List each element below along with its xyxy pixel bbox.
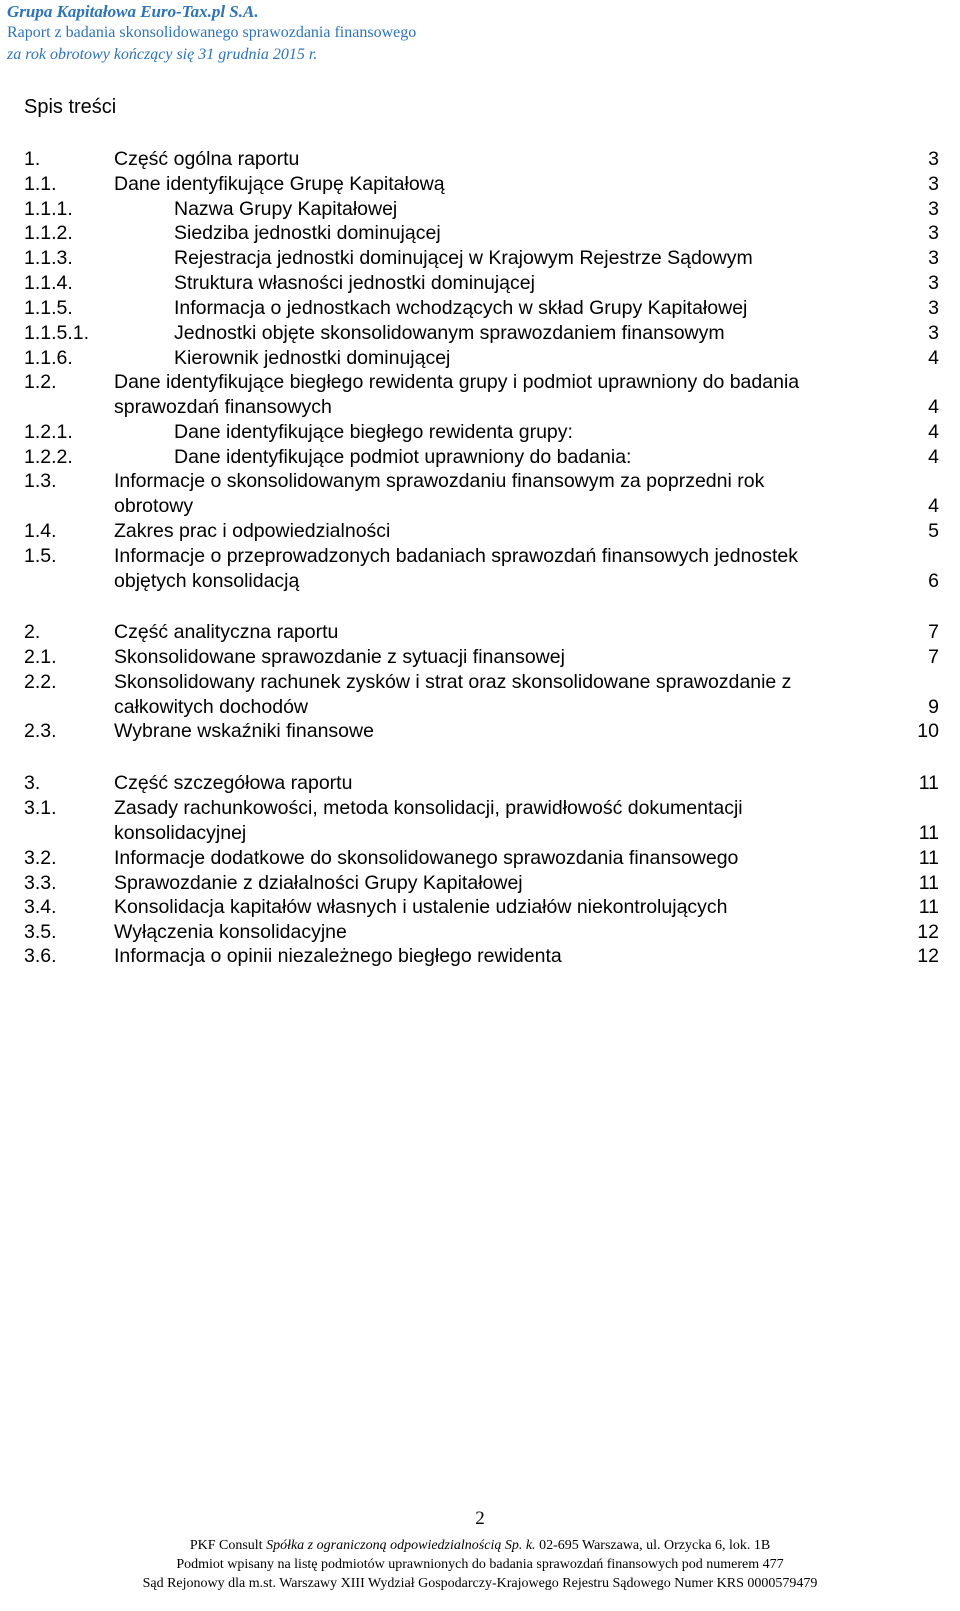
toc-entry-page: 3 <box>928 297 939 319</box>
toc-entry-page: 4 <box>928 396 939 418</box>
toc-entry-number: 1.2. <box>24 371 57 393</box>
toc-entry-number: 1.1.5. <box>24 297 73 319</box>
toc-entry-title: Konsolidacja kapitałów własnych i ustalenie udziałów niekontrolujących <box>114 896 728 918</box>
toc-entry-page: 7 <box>928 646 939 668</box>
toc-entry-title: Część analityczna raportu <box>114 621 339 643</box>
toc-entry-page: 11 <box>918 896 939 918</box>
toc-entry-number: 1.1.5.1. <box>24 322 90 344</box>
toc-entry-page: 3 <box>928 272 939 294</box>
toc-entry-number: 3.3. <box>24 872 57 894</box>
toc-entry-number: 3.2. <box>24 847 57 869</box>
toc-entry-page: 12 <box>917 921 939 943</box>
toc-entry-title: Siedziba jednostki dominującej <box>174 222 441 244</box>
page-number: 2 <box>475 1508 485 1529</box>
toc-entry-number: 2.2. <box>24 671 57 693</box>
toc-entry-page: 12 <box>917 945 939 967</box>
toc-entry-number: 1.1.2. <box>24 222 73 244</box>
toc-entry-number: 1.1.1. <box>24 198 73 220</box>
toc-entry-title: Zakres prac i odpowiedzialności <box>114 520 391 542</box>
company-name: Grupa Kapitałowa Euro-Tax.pl S.A. <box>7 2 259 21</box>
toc-entry-title: Struktura własności jednostki dominującej <box>174 272 535 294</box>
toc-entry-title: Dane identyfikujące biegłego rewidenta grupy: <box>174 421 573 443</box>
toc-entry-title: Część ogólna raportu <box>114 148 300 170</box>
footer-firm-form: Spółka z ograniczoną odpowiedzialnością Sp. k. <box>266 1538 536 1553</box>
toc-entry-title: Nazwa Grupy Kapitałowej <box>174 198 398 220</box>
toc-title: Spis treści <box>24 96 117 118</box>
toc-entry-title: Informacja o opinii niezależnego biegłego rewidenta <box>114 945 562 967</box>
toc-entry-page: 3 <box>928 247 939 269</box>
toc-entry-title: Wybrane wskaźniki finansowe <box>114 720 374 742</box>
toc-entry-number: 3.1. <box>24 797 57 819</box>
footer-firm-line <box>0 1537 960 1554</box>
toc-entry-page: 11 <box>918 872 939 894</box>
toc-entry-title: Wyłączenia konsolidacyjne <box>114 921 347 943</box>
toc-entry-page: 7 <box>928 621 939 643</box>
toc-entry-number: 2.3. <box>24 720 57 742</box>
toc-entry-number: 1.1.3. <box>24 247 73 269</box>
toc-entry-page: 6 <box>928 570 939 592</box>
toc-entry-number: 1.2.2. <box>24 446 73 468</box>
toc-entry-page: 11 <box>918 772 939 794</box>
toc-entry-page: 10 <box>917 720 939 742</box>
toc-entry-number: 2.1. <box>24 646 57 668</box>
toc-entry-title: Skonsolidowane sprawozdanie z sytuacji finansowej <box>114 646 565 668</box>
toc-entry-number: 1.4. <box>24 520 57 542</box>
toc-entry-page: 3 <box>928 173 939 195</box>
report-period: za rok obrotowy kończący się 31 grudnia 2015 r. <box>7 46 318 63</box>
toc-entry-page: 3 <box>928 322 939 344</box>
toc-entry-number: 1.2.1. <box>24 421 73 443</box>
toc-entry-title: Informacja o jednostkach wchodzących w skład Grupy Kapitałowej <box>174 297 748 319</box>
toc-entry-title: Kierownik jednostki dominującej <box>174 347 451 369</box>
toc-entry-page: 4 <box>928 347 939 369</box>
toc-entry-number: 1.1.4. <box>24 272 73 294</box>
report-header <box>7 2 416 66</box>
toc-entry-number: 1.1. <box>24 173 57 195</box>
toc-entry-page: 4 <box>928 421 939 443</box>
toc-entry-page: 9 <box>928 696 939 718</box>
toc-entry-page: 11 <box>918 847 939 869</box>
toc-entry-page: 4 <box>928 446 939 468</box>
toc-entry-title: Informacje o przeprowadzonych badaniach sprawozdań finansowych jednostek objętych konsolidacją <box>114 545 798 592</box>
toc-entry-number: 3.5. <box>24 921 57 943</box>
toc-entry-number: 1. <box>24 148 41 170</box>
toc-entry-title: Informacje o skonsolidowanym sprawozdaniu finansowym za poprzedni rok obrotowy <box>114 470 765 517</box>
toc-entry-page: 3 <box>928 198 939 220</box>
toc-entry-number: 2. <box>24 621 41 643</box>
toc-entry-title: Skonsolidowany rachunek zysków i strat oraz skonsolidowane sprawozdanie z całkowitych dochodów <box>114 671 792 718</box>
toc-entry-page: 4 <box>928 495 939 517</box>
toc-entry-number: 1.1.6. <box>24 347 73 369</box>
toc-entry-page: 11 <box>918 822 939 844</box>
toc-entry-title: Sprawozdanie z działalności Grupy Kapitałowej <box>114 872 523 894</box>
footer-registration-line: Podmiot wpisany na listę podmiotów uprawnionych do badania sprawozdań finansowych pod numerem 477 <box>176 1557 784 1572</box>
toc-entry-title: Rejestracja jednostki dominującej w Krajowym Rejestrze Sądowym <box>174 247 753 269</box>
footer-firm-name: PKF Consult <box>189 1538 267 1553</box>
toc-entry-title: Dane identyfikujące podmiot uprawniony do badania: <box>174 446 632 468</box>
toc-entry-title: Informacje dodatkowe do skonsolidowanego sprawozdania finansowego <box>114 847 739 869</box>
footer-court-line: Sąd Rejonowy dla m.st. Warszawy XIII Wydział Gospodarczy-Krajowego Rejestru Sądowego Numer KRS 0000579479 <box>142 1576 818 1591</box>
toc-entry-page: 3 <box>928 222 939 244</box>
footer-firm-address: 02-695 Warszawa, ul. Orzycka 6, lok. 1B <box>535 1538 771 1553</box>
toc-entry-number: 3.6. <box>24 945 57 967</box>
toc-entry-title: Część szczegółowa raportu <box>114 772 353 794</box>
toc-entry-title: Zasady rachunkowości, metoda konsolidacji, prawidłowość dokumentacji konsolidacyjnej <box>114 797 743 844</box>
toc-entry-title: Dane identyfikujące biegłego rewidenta grupy i podmiot uprawniony do badania sprawozdań finansowych <box>114 371 800 418</box>
toc-entry-page: 5 <box>928 520 939 542</box>
toc-entry-title: Jednostki objęte skonsolidowanym sprawozdaniem finansowym <box>174 322 725 344</box>
toc-entry-title: Dane identyfikujące Grupę Kapitałową <box>114 173 445 195</box>
toc-entry-number: 1.3. <box>24 470 57 492</box>
toc-entry-page: 3 <box>928 148 939 170</box>
toc-entry-number: 3.4. <box>24 896 57 918</box>
report-title: Raport z badania skonsolidowanego sprawozdania finansowego <box>7 24 417 41</box>
toc-entry-number: 1.5. <box>24 545 57 567</box>
toc-entry-number: 3. <box>24 772 41 794</box>
